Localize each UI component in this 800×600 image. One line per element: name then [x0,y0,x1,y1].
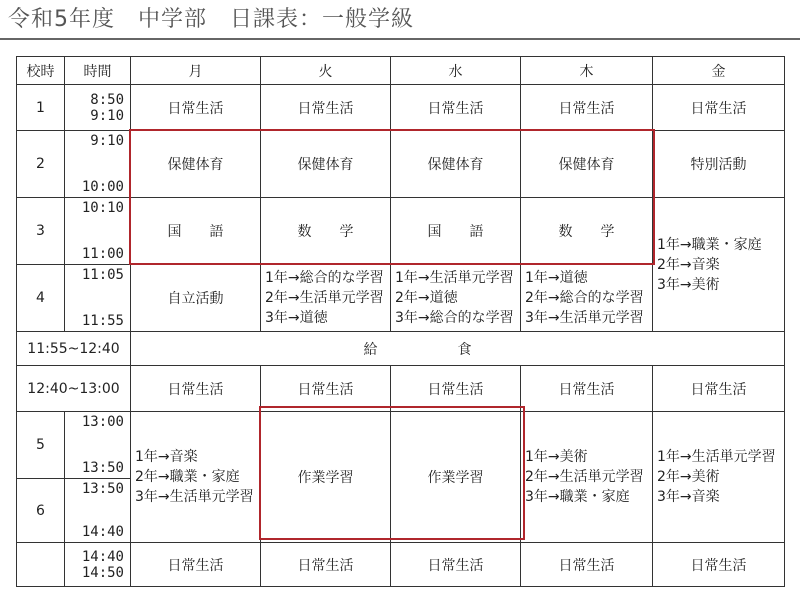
header-thu: 木 [521,57,653,85]
cell-thu: 日常生活 [521,85,653,131]
list-item: 1年→総合的な学習 [265,270,384,286]
list-item: 1年→音楽 [135,449,198,465]
cell-tue: 日常生活 [261,366,391,412]
cell-mon: 日常生活 [131,85,261,131]
cell-thu-56 [521,412,653,543]
cell-fri: 日常生活 [653,543,785,587]
cell-tue: 数 学 [261,198,391,265]
table-row [17,543,785,587]
cell-thu: 日常生活 [521,543,653,587]
time-range: 9:10 10:00 [65,131,131,198]
list-item: 2年→生活単元学習 [265,290,384,306]
list-item: 1年→美術 [525,449,588,465]
empty-cell [17,543,65,587]
list-item: 1年→生活単元学習 [657,449,776,465]
title-rule [0,38,800,40]
list-item: 2年→美術 [657,469,720,485]
cell-thu: 保健体育 [521,131,653,198]
cell-thu: 日常生活 [521,366,653,412]
cell-mon: 国 語 [131,198,261,265]
cell-wed: 日常生活 [391,85,521,131]
cell-wed: 保健体育 [391,131,521,198]
cell-wed: 国 語 [391,198,521,265]
cell-mon-56 [131,412,261,543]
period-number: 6 [17,479,65,543]
header-fri: 金 [653,57,785,85]
cell-wed-56: 作業学習 [391,412,521,543]
list-item: 3年→生活単元学習 [135,489,254,505]
list-item: 3年→美術 [657,276,720,293]
list-item: 2年→音楽 [657,256,720,273]
time-range: 10:10 11:00 [65,198,131,265]
cell-mon: 日常生活 [131,543,261,587]
header-mon: 月 [131,57,261,85]
cell-wed: 日常生活 [391,543,521,587]
list-item: 2年→総合的な学習 [525,290,644,306]
list-item: 3年→総合的な学習 [395,310,514,326]
cell-thu [521,265,653,332]
list-item: 3年→生活単元学習 [525,310,644,326]
lunch-row [17,332,785,366]
table-row [17,412,785,479]
table-row [17,85,785,131]
list-item: 1年→生活単元学習 [395,270,514,286]
cell-fri: 日常生活 [653,85,785,131]
list-item: 3年→道徳 [265,310,328,326]
lunch-label: 給食 [131,332,785,366]
header-wed: 水 [391,57,521,85]
table-row [17,131,785,198]
cell-mon: 自立活動 [131,265,261,332]
time-range: 11:05 11:55 [65,265,131,332]
header-time: 時間 [65,57,131,85]
cell-fri: 特別活動 [653,131,785,198]
cell-fri: 日常生活 [653,366,785,412]
cell-wed: 日常生活 [391,366,521,412]
list-item: 3年→音楽 [657,489,720,505]
table-row [17,198,785,265]
cell-wed [391,265,521,332]
cell-tue-56: 作業学習 [261,412,391,543]
period-number: 2 [17,131,65,198]
cell-tue [261,265,391,332]
time-range: 13:50 14:40 [65,479,131,543]
cell-mon: 日常生活 [131,366,261,412]
header-row [17,57,785,85]
time-range: 13:00 13:50 [65,412,131,479]
list-item: 2年→生活単元学習 [525,469,644,485]
list-item: 1年→職業・家庭 [657,236,762,253]
header-tue: 火 [261,57,391,85]
list-item: 2年→道徳 [395,290,458,306]
cell-mon: 保健体育 [131,131,261,198]
cell-tue: 日常生活 [261,543,391,587]
period-number: 4 [17,265,65,332]
period-number: 3 [17,198,65,265]
page-title: 令和5年度 中学部 日課表：一般学級 [8,7,414,32]
list-item: 1年→道徳 [525,270,588,286]
list-item: 2年→職業・家庭 [135,469,240,485]
time-range: 14:40 14:50 [65,543,131,587]
cell-fri-34 [653,198,785,332]
cell-tue: 日常生活 [261,85,391,131]
lunch-time: 11:55~12:40 [17,332,131,366]
timetable [16,56,785,587]
table-row [17,366,785,412]
header-period: 校時 [17,57,65,85]
period-number: 5 [17,412,65,479]
cell-thu: 数 学 [521,198,653,265]
period-number: 1 [17,85,65,131]
cell-tue: 保健体育 [261,131,391,198]
cell-fri-56 [653,412,785,543]
time-range: 12:40~13:00 [17,366,131,412]
list-item: 3年→職業・家庭 [525,489,630,505]
time-range: 8:50 9:10 [65,85,131,131]
